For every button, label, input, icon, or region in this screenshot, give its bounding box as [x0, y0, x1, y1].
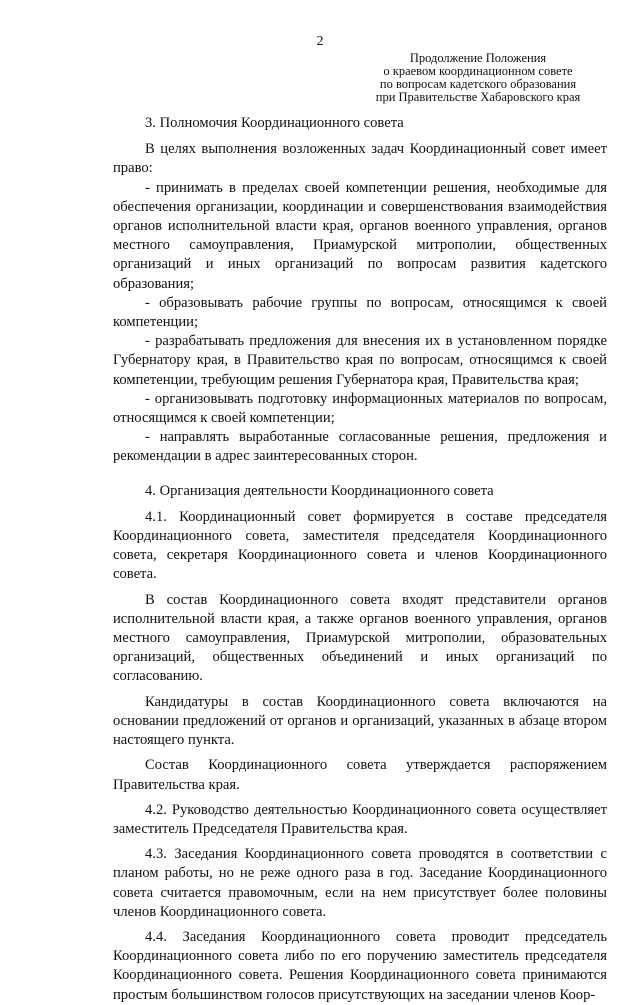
page-number: 2 — [316, 34, 324, 49]
section-4-paragraph: 4.4. Заседания Координационного совета проводит председатель Координационного совета либо по его поручению заместитель председателя Координационного совета. Решения Координационного совета принимаются простым большинством голосов присутствующих на заседании членов Коор- — [113, 928, 607, 1003]
section-4-paragraph: 4.1. Координационный совет формируется в составе председателя Координационного совета, заместителя председателя Координационного совета, секретаря Координационного совета и членов Координационного совета. — [113, 508, 607, 583]
document-header-note — [348, 52, 608, 104]
section-3-item: - организовывать подготовку информационных материалов по вопросам, относящимся к своей компетенции; — [113, 390, 607, 427]
section-3-item: - разрабатывать предложения для внесения их в установленном порядке Губернатору края, в Правительство края по вопросам, относящимся к своей компетенции, требующим решения Губернатора края, Правительства края; — [113, 333, 607, 388]
section-3-intro: В целях выполнения возложенных задач Координационный совет имеет право: — [113, 141, 607, 177]
section-4-paragraph: 4.3. Заседания Координационного совета проводятся в соответствии с планом работы, но не реже одного раза в год. Заседание Координационного совета считается правомочным, если на нем присутствует более половины членов Координационного совета. — [113, 846, 607, 920]
header-line: по вопросам кадетского образования — [379, 77, 577, 91]
section-4-paragraph: 4.2. Руководство деятельностью Координационного совета осуществляет заместитель Председателя Правительства края. — [113, 801, 607, 837]
section-3-item: - направлять выработанные согласованные решения, предложения и рекомендации в адрес заинтересованных сторон. — [113, 429, 607, 465]
section-4-paragraph: Состав Координационного совета утверждается распоряжением Правительства края. — [113, 757, 607, 793]
section-4-paragraph: В состав Координационного совета входят представители органов исполнительной власти края, а также органов военного управления, органов местного самоуправления, Приамурской митрополии, образовательных организаций, общественных объединений и иных организаций по согласованию. — [113, 591, 607, 685]
section-3-title: 3. Полномочия Координационного совета — [145, 115, 404, 131]
header-line: о краевом координационном совете — [383, 64, 573, 78]
section-4-title: 4. Организация деятельности Координационного совета — [145, 482, 494, 499]
header-line: при Правительстве Хабаровского края — [375, 90, 581, 104]
document-body — [113, 114, 607, 1005]
section-3-item: - принимать в пределах своей компетенции решения, необходимые для обеспечения организации, координации и совершенствования взаимодействия органов исполнительной власти края, органов военного управления, органов местного самоуправления, Приамурской митрополии, общественных организаций и иных организаций по вопросам развития кадетского образования; — [113, 179, 607, 292]
section-4-paragraph: Кандидатуры в состав Координационного совета включаются на основании предложений от органов и организаций, указанных в абзаце втором настоящего пункта. — [113, 693, 607, 749]
header-line: Продолжение Положения — [409, 51, 547, 65]
section-3-item: - образовывать рабочие группы по вопросам, относящимся к своей компетенции; — [113, 294, 607, 331]
